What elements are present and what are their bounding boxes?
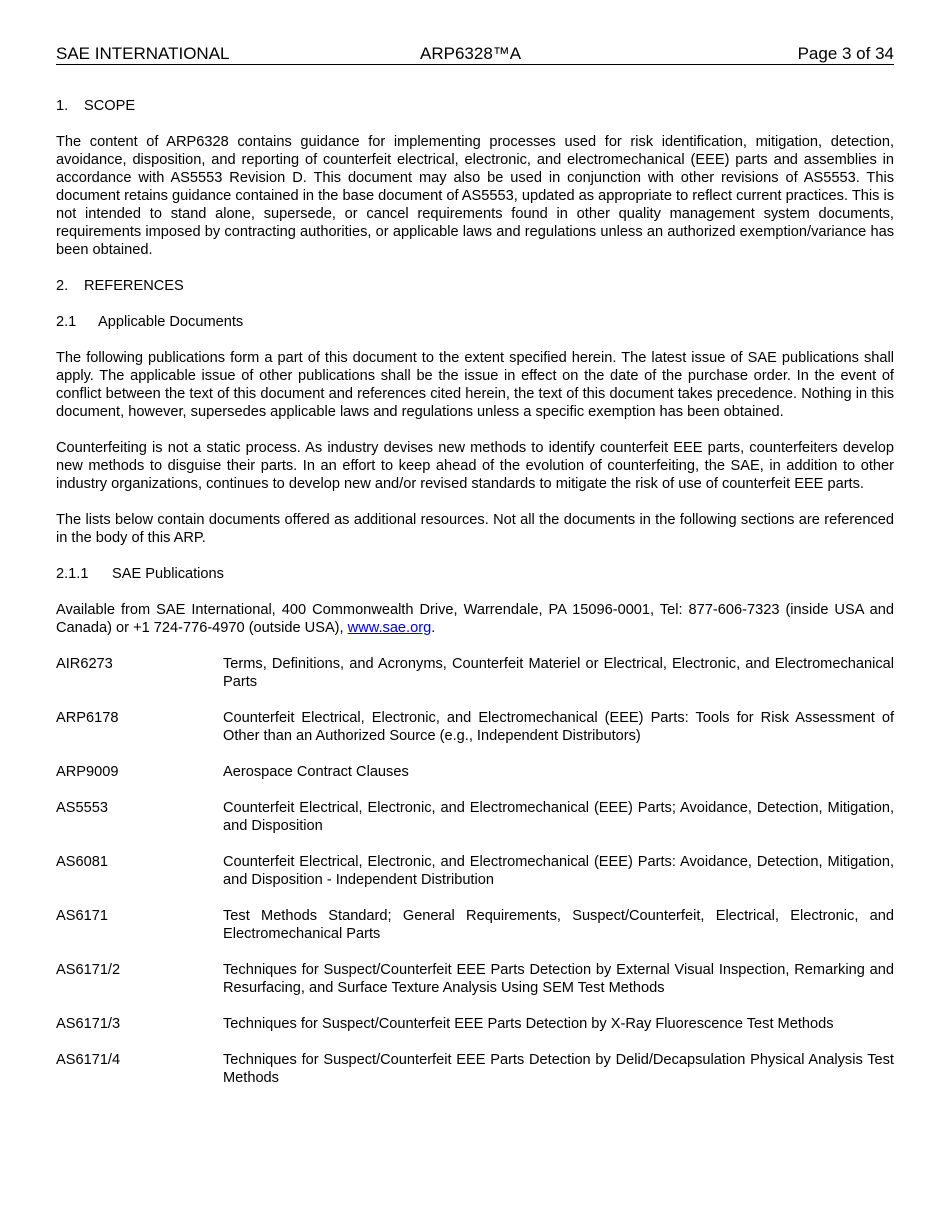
availability-paragraph [56, 601, 894, 637]
reference-code: ARP9009 [56, 764, 119, 780]
reference-item [56, 763, 894, 781]
reference-title: Aerospace Contract Clauses [223, 764, 409, 780]
document-body [56, 97, 894, 1105]
sae-website-link[interactable]: www.sae.org [347, 620, 432, 636]
reference-title: Techniques for Suspect/Counterfeit EEE Parts Detection by X-Ray Fluorescence Test Methods [223, 1016, 834, 1032]
reference-item [56, 853, 894, 889]
header-doc-number: ARP6328™A [420, 44, 522, 63]
reference-item [56, 709, 894, 745]
reference-code: AS6171/4 [56, 1052, 121, 1068]
section-heading-references [56, 277, 894, 295]
scope-paragraph: The content of ARP6328 contains guidance for implementing processes used for risk identification, mitigation, detection, avoidance, disposition, and reporting of counterfeit electrical, electronic, and electromechanical (EEE) parts and assemblies in accordance with AS5553 Revision D. This document may also be used in conjunction with other revisions of AS5553. This document retains guidance contained in the base document of AS5553, updated as appropriate to reflect current practices. This is not intended to stand alone, supersede, or cancel requirements found in other quality management system documents, requirements imposed by contracting authorities, or applicable laws and regulations unless an authorized exemption/variance has been obtained. [56, 134, 894, 258]
reference-list [56, 655, 894, 1087]
reference-title: Counterfeit Electrical, Electronic, and Electromechanical (EEE) Parts; Avoidance, Detection, Mitigation, and Disposition [223, 800, 894, 834]
section-heading-scope [56, 97, 894, 115]
section-title: Applicable Documents [98, 314, 244, 330]
page-header [56, 44, 894, 65]
section-title: SCOPE [84, 98, 136, 114]
reference-title: Terms, Definitions, and Acronyms, Counterfeit Materiel or Electrical, Electronic, and Electromechanical Parts [223, 656, 894, 690]
section-number: 2.1.1 [56, 566, 89, 582]
reference-code: AS6081 [56, 854, 108, 870]
paragraph: The following publications form a part of this document to the extent specified herein. The latest issue of SAE publications shall apply. The applicable issue of other publications shall be the issue in effect on the date of the purchase order. In the event of conflict between the text of this document and references cited herein, the text of this document takes precedence. Nothing in this document, however, supersedes applicable laws and regulations unless a specific exemption has been obtained. [56, 350, 894, 420]
reference-code: AS5553 [56, 800, 108, 816]
section-heading-applicable-documents [56, 313, 894, 331]
reference-title: Techniques for Suspect/Counterfeit EEE Parts Detection by External Visual Inspection, Remarking and Resurfacing, and Surface Texture Analysis Using SEM Test Methods [223, 962, 894, 996]
reference-code: AIR6273 [56, 656, 113, 672]
section-title: REFERENCES [84, 278, 184, 294]
reference-item [56, 907, 894, 943]
reference-item [56, 961, 894, 997]
reference-title: Counterfeit Electrical, Electronic, and Electromechanical (EEE) Parts: Avoidance, Detection, Mitigation, and Disposition - Independent Distribution [223, 854, 894, 888]
reference-item [56, 1015, 894, 1033]
reference-title: Counterfeit Electrical, Electronic, and Electromechanical (EEE) Parts: Tools for Risk Assessment of Other than an Authorized Source (e.g., Independent Distributors) [223, 710, 894, 744]
paragraph: Counterfeiting is not a static process. As industry devises new methods to identify counterfeit EEE parts, counterfeiters develop new methods to disguise their parts. In an effort to keep ahead of the evolution of counterfeiting, the SAE, in addition to other industry organizations, continues to develop new and/or revised standards to mitigate the risk of use of counterfeit EEE parts. [56, 440, 894, 492]
reference-code: AS6171 [56, 908, 108, 924]
section-heading-sae-publications [56, 565, 894, 583]
section-number: 1. [56, 98, 69, 114]
reference-item [56, 1051, 894, 1087]
punctuation: . [431, 620, 436, 636]
reference-item [56, 799, 894, 835]
availability-text: Available from SAE International, 400 Commonwealth Drive, Warrendale, PA 15096-0001, Tel: 877-606-7323 (inside USA and Canada) or +1 724-776-4970 (outside USA), [56, 602, 894, 636]
reference-title: Techniques for Suspect/Counterfeit EEE Parts Detection by Delid/Decapsulation Physical Analysis Test Methods [223, 1052, 894, 1086]
reference-item [56, 655, 894, 691]
section-title: SAE Publications [112, 566, 224, 582]
header-org: SAE INTERNATIONAL [56, 44, 230, 63]
reference-code: AS6171/2 [56, 962, 121, 978]
paragraph: The lists below contain documents offered as additional resources. Not all the documents in the following sections are referenced in the body of this ARP. [56, 512, 894, 546]
reference-title: Test Methods Standard; General Requirements, Suspect/Counterfeit, Electrical, Electronic, and Electromechanical Parts [223, 908, 894, 942]
section-number: 2.1 [56, 314, 77, 330]
reference-code: ARP6178 [56, 710, 119, 726]
header-page-number: Page 3 of 34 [797, 44, 894, 63]
section-number: 2. [56, 278, 69, 294]
reference-code: AS6171/3 [56, 1016, 121, 1032]
